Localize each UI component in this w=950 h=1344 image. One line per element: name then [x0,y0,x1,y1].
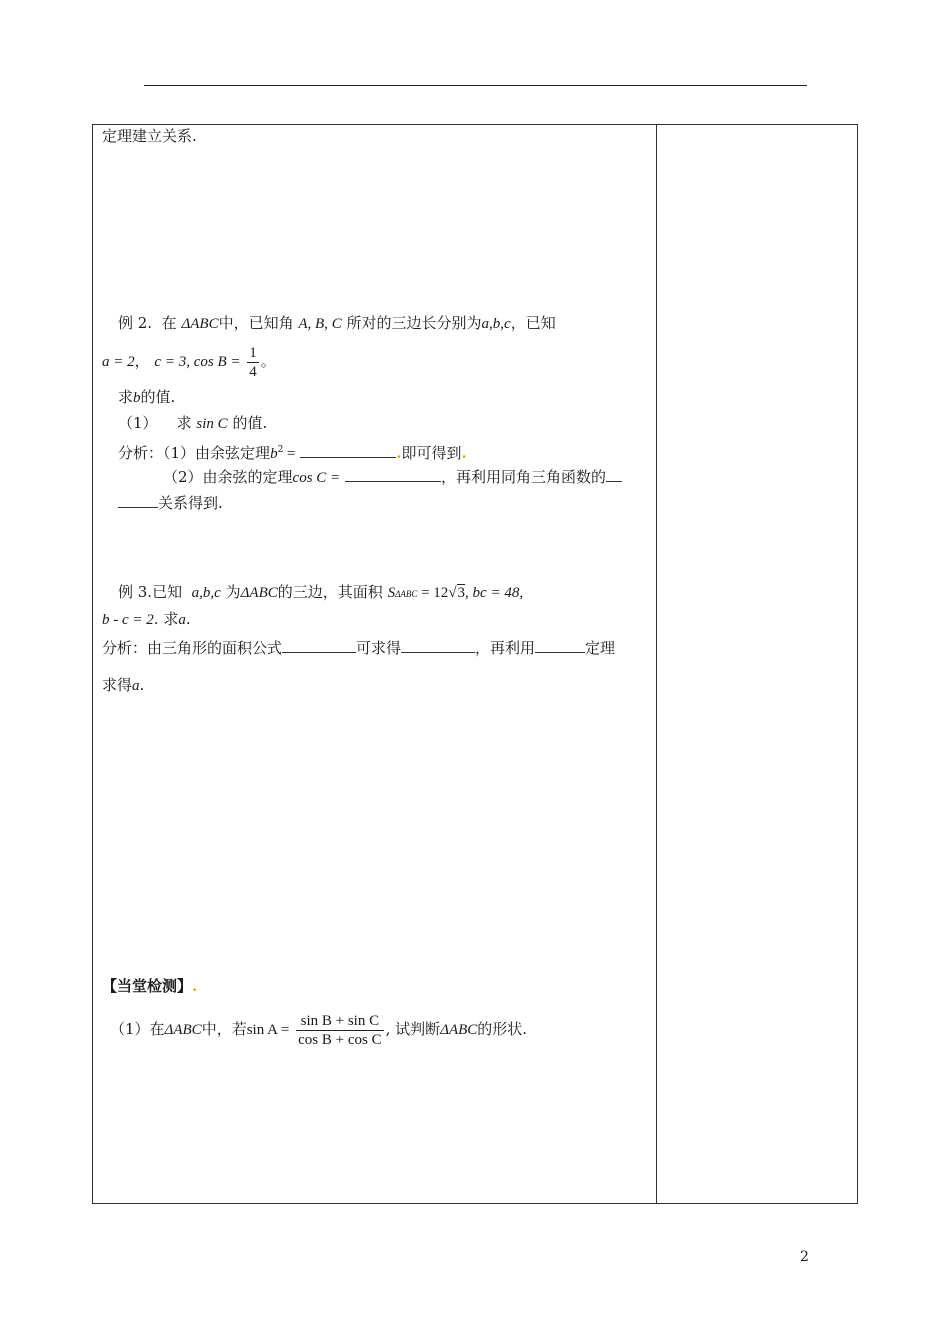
fill-blank[interactable] [535,638,585,653]
text: 关系得到. [158,494,223,512]
intro-text: 定理建立关系. [102,127,197,145]
example3-line2 [102,609,191,630]
marker-dot: . [396,444,402,462]
text: = [283,446,296,462]
text: 中，已知角 [218,314,294,332]
analysis-label: 分析： [118,444,164,462]
text: （1）在 [110,1020,165,1038]
fraction-denominator: 4 [249,363,257,380]
text: 为 [225,583,241,601]
text: 在 [161,314,177,332]
text: . 求 [153,610,179,628]
text: 所对的三边长分别为 [346,314,482,332]
example2-analysis3 [118,493,223,513]
superscript: 2 [277,445,284,455]
marker-dot: . [461,444,467,462]
text: ，再利用同角三角函数的 [440,468,606,486]
example2-ask2 [118,413,267,434]
text: . [139,676,145,694]
sinC: sin C [196,416,228,432]
example2-line2 [102,341,276,382]
page-number: 2 [800,1249,809,1265]
var-a: a [132,678,140,694]
fraction-numerator: sin B + sin C [296,1012,383,1031]
header-rule [144,85,807,86]
text: 分析：由三角形的面积公式 [102,639,283,657]
area-S: S [387,585,396,601]
sqrt-sign: √ [448,585,457,601]
table-column-divider [656,124,657,1204]
text: . [185,610,191,628]
fill-blank[interactable] [401,638,475,653]
text: 的形状. [477,1020,528,1038]
text: （1）由余弦定理 [163,444,271,462]
var-b: b [133,390,141,406]
text: 求 [176,414,192,432]
example2-line1 [118,313,556,334]
fill-blank[interactable] [282,638,356,653]
given-c-cosB: c = 3, cos B = [154,354,241,370]
sinA: sin A = [246,1022,290,1038]
fraction-numerator: 1 [249,344,257,361]
fraction-trig [296,1012,383,1049]
example3-title: 例 3. [118,583,153,601]
fill-blank[interactable] [118,493,158,508]
text: ，再利用 [475,639,536,657]
example3-analysis2 [102,675,144,696]
area-subscript: ΔABC [395,589,418,599]
given-a: a = 2 [102,354,135,370]
marker-dot: . [192,977,198,995]
heading-text: 【当堂检测】 [102,977,193,995]
var-a: a [178,612,186,628]
text: （1） [118,414,158,432]
text: 的三边，其面积 [277,583,383,601]
text: 求 [118,388,134,406]
text: = 12 [417,585,449,601]
angles: A, B, C [298,316,342,332]
text: 中，若 [201,1020,247,1038]
text: ，已知 [510,314,556,332]
text: （2）由余弦的定理 [163,468,293,486]
text: 。 [260,352,276,370]
fill-blank[interactable] [300,443,396,458]
text: 即可得到 [401,444,462,462]
fill-blank[interactable] [345,467,441,482]
sides: a,b,c [191,585,221,601]
text: 的值. [232,414,268,432]
text: 已知 [152,583,183,601]
check-heading [102,976,197,996]
example2-ask1 [118,387,175,408]
example3-line1 [118,582,523,604]
cosC: cos C = [292,470,341,486]
text: , 试判断 [385,1020,441,1038]
var-b: b [270,446,278,462]
text: 的值. [140,388,176,406]
triangle-symbol: ΔABC [240,585,278,601]
check-question-1 [110,1008,527,1051]
triangle-symbol: ΔABC [164,1022,202,1038]
example2-analysis1 [118,440,467,464]
sides: a,b,c [481,316,511,332]
text: ， [134,352,150,370]
sqrt-value: 3 [457,585,466,601]
fill-blank[interactable] [606,467,622,482]
fraction-denominator: cos B + cos C [298,1031,382,1048]
example3-analysis [102,638,615,658]
example2-analysis2 [163,467,622,488]
triangle-symbol: ΔABC [440,1022,478,1038]
text: 定理 [585,639,616,657]
triangle-symbol: ΔABC [181,316,219,332]
text: 可求得 [356,639,402,657]
fraction-one-quarter [247,344,259,381]
example2-title: 例 2. [118,314,153,332]
b-minus-c: b - c = 2 [102,612,154,628]
text: 求得 [102,676,133,694]
bc-given: , bc = 48, [465,585,524,601]
